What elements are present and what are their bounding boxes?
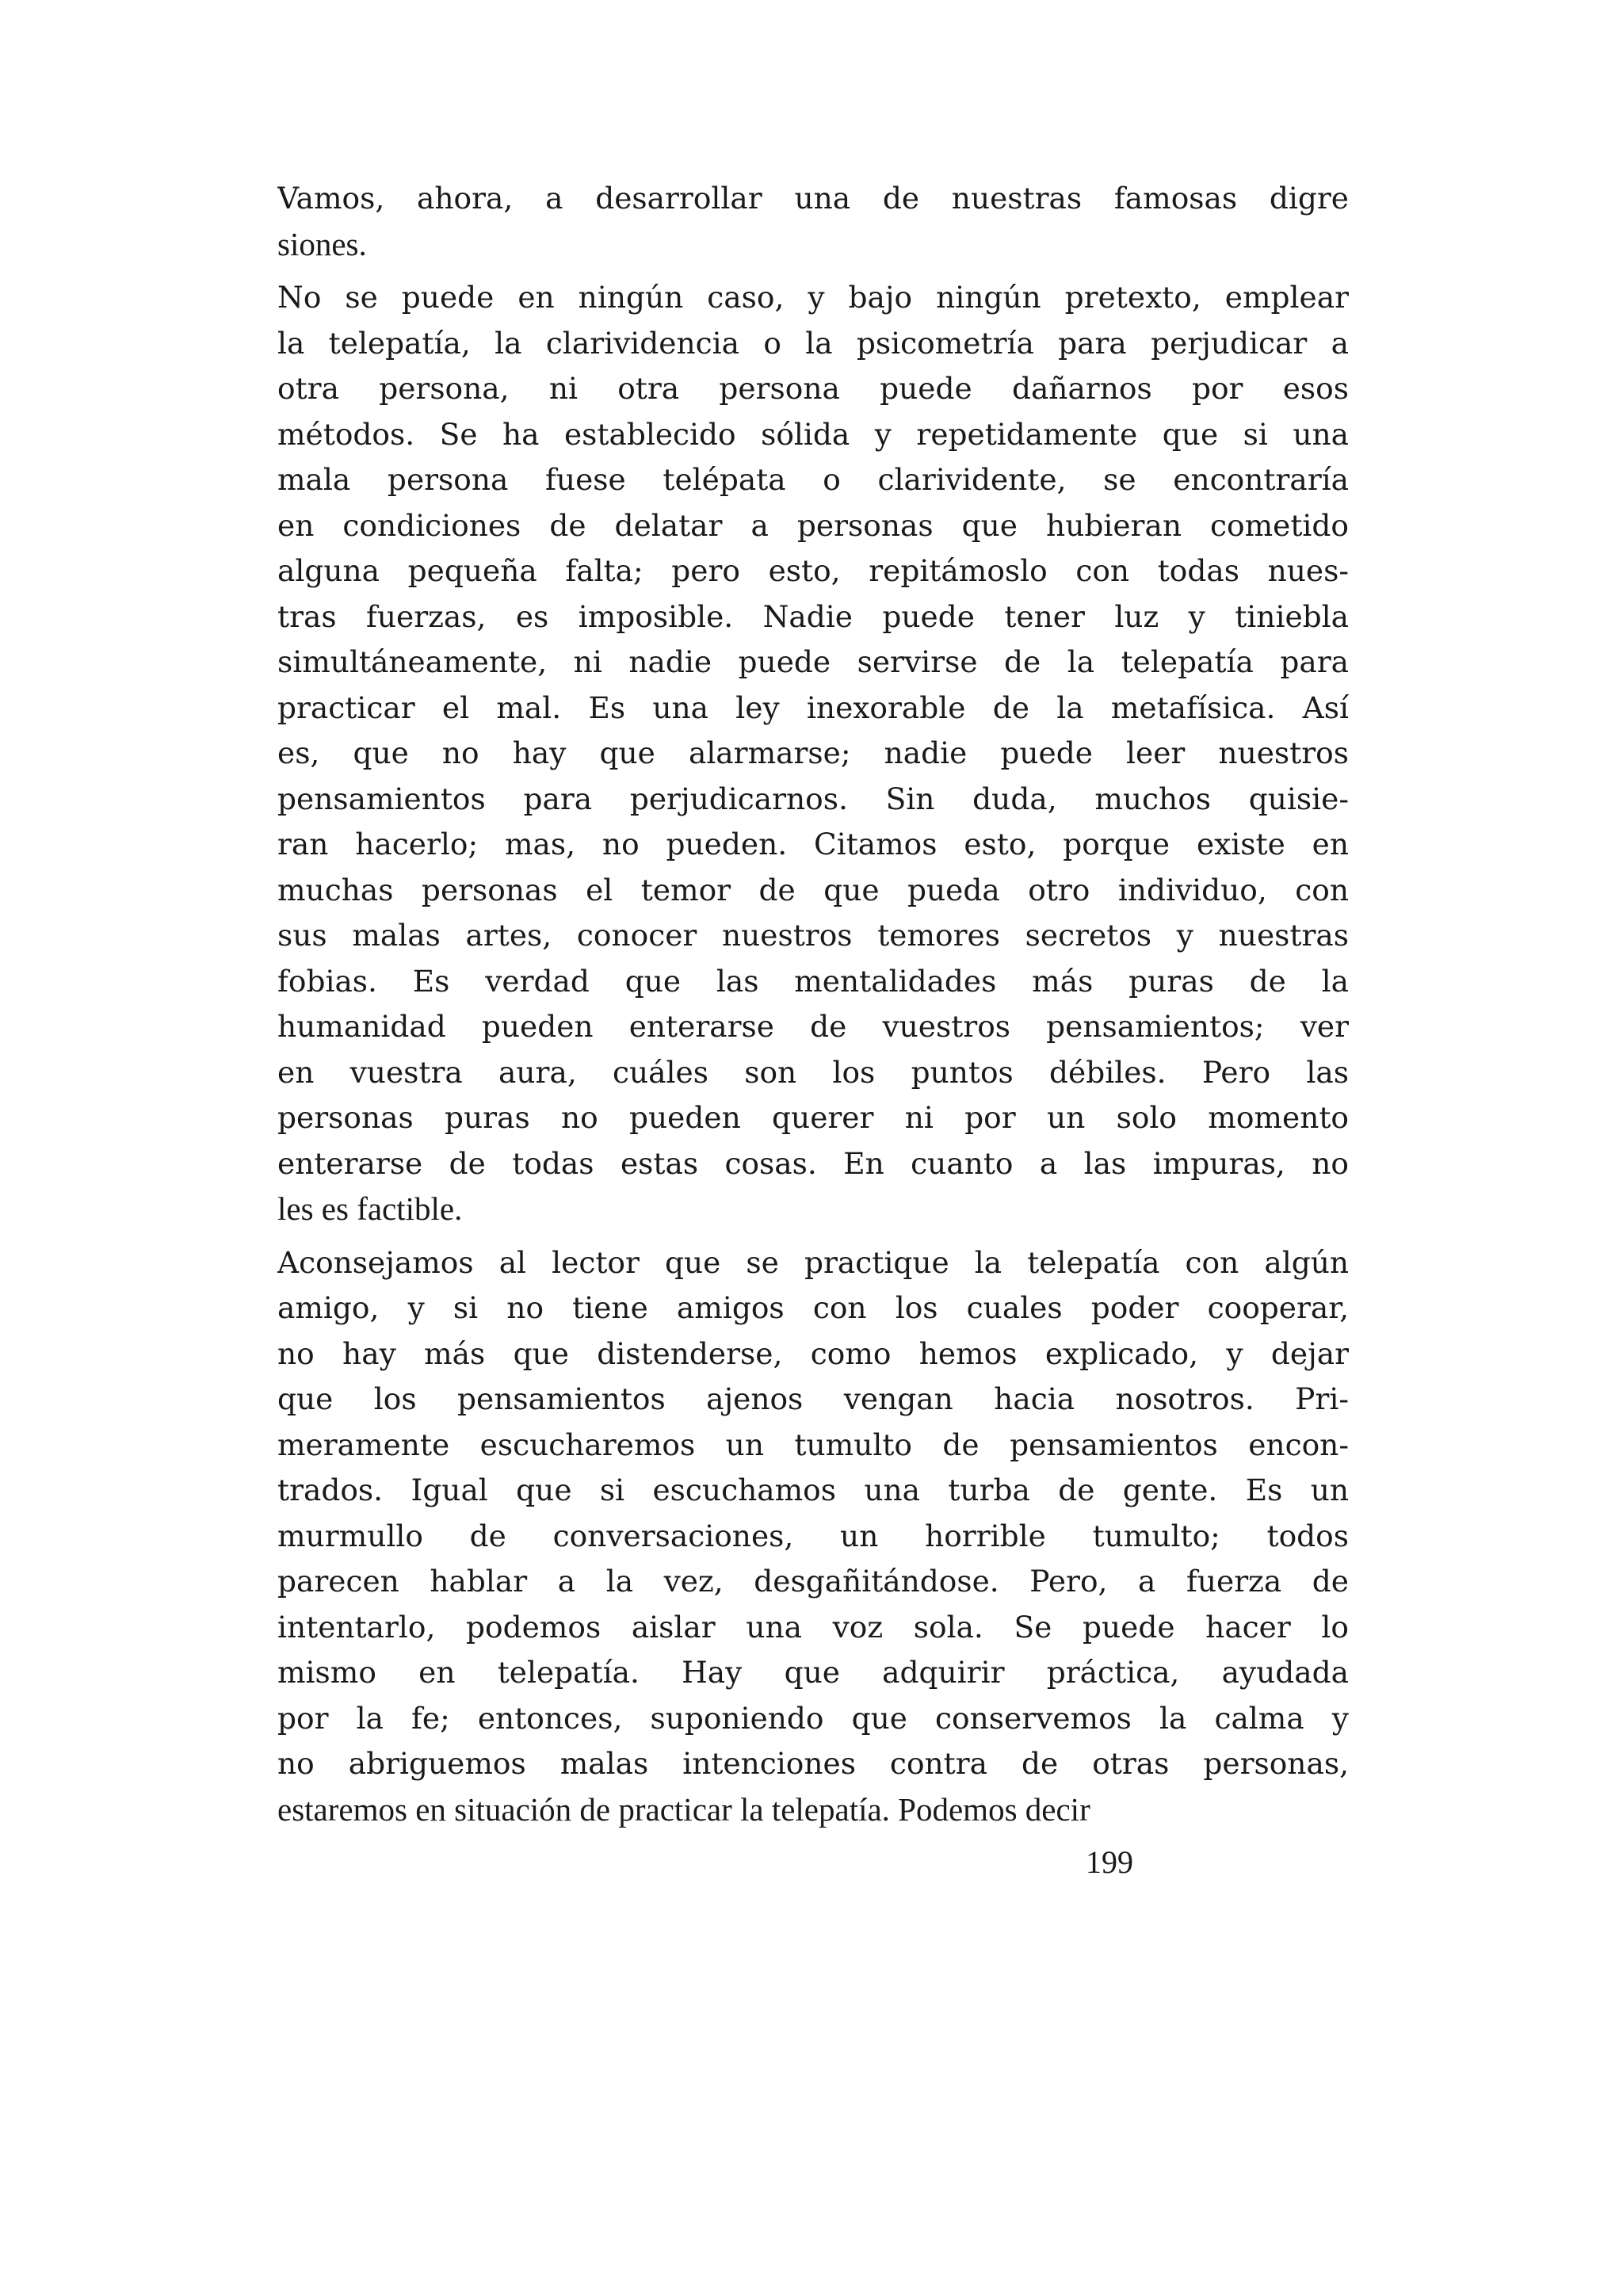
- text-line: alguna pequeña falta; pero esto, repitámoslo con todas nues-: [277, 553, 1349, 588]
- text-line: parecen hablar a la vez, desgañitándose. Pero, a fuerza de: [277, 1564, 1349, 1599]
- paragraph-2: [277, 275, 1349, 1232]
- text-line: pensamientos para perjudicarnos. Sin duda, muchos quisie-: [277, 781, 1349, 816]
- text-line: simultáneamente, ni nadie puede servirse de la telepatía para: [277, 644, 1349, 679]
- text-line: mismo en telepatía. Hay que adquirir práctica, ayudada: [277, 1655, 1349, 1690]
- paragraph-gap: [277, 1232, 1349, 1240]
- text-line: en vuestra aura, cuáles son los puntos débiles. Pero las: [277, 1054, 1349, 1090]
- text-line: enterarse de todas estas cosas. En cuanto a las impuras, no: [277, 1145, 1349, 1181]
- text-line: siones.: [277, 225, 367, 262]
- text-line: personas puras no pueden querer ni por un solo momento: [277, 1100, 1349, 1135]
- text-line: Vamos, ahora, a desarrollar una de nuestras famosas digre: [277, 181, 1349, 216]
- text-line: intentarlo, podemos aislar una voz sola. Se puede hacer lo: [277, 1609, 1349, 1645]
- body-text: [277, 176, 1349, 1832]
- text-line: que los pensamientos ajenos vengan hacia nosotros. Pri-: [277, 1381, 1349, 1416]
- text-line: métodos. Se ha establecido sólida y repetidamente que si una: [277, 416, 1349, 452]
- text-line: meramente escucharemos un tumulto de pensamientos encon-: [277, 1427, 1349, 1462]
- text-line: la telepatía, la clarividencia o la psicometría para perjudicar a: [277, 325, 1349, 361]
- text-line: humanidad pueden enterarse de vuestros pensamientos; ver: [277, 1009, 1349, 1044]
- text-line: no abriguemos malas intenciones contra de otras personas,: [277, 1746, 1349, 1781]
- text-line: en condiciones de delatar a personas que hubieran cometido: [277, 507, 1349, 543]
- text-line: murmullo de conversaciones, un horrible tumulto; todos: [277, 1518, 1349, 1553]
- text-line: fobias. Es verdad que las mentalidades más puras de la: [277, 963, 1349, 999]
- text-line: es, que no hay que alarmarse; nadie puede leer nuestros: [277, 735, 1349, 770]
- text-line: sus malas artes, conocer nuestros temores secretos y nuestras: [277, 918, 1349, 953]
- text-line: amigo, y si no tiene amigos con los cuales poder cooperar,: [277, 1290, 1349, 1325]
- text-line: por la fe; entonces, suponiendo que conservemos la calma y: [277, 1700, 1349, 1736]
- text-line: practicar el mal. Es una ley inexorable de la metafísica. Así: [277, 690, 1349, 725]
- text-line: trados. Igual que si escuchamos una turba de gente. Es un: [277, 1473, 1349, 1507]
- text-line: muchas personas el temor de que pueda otro individuo, con: [277, 872, 1349, 907]
- text-line: ran hacerlo; mas, no pueden. Citamos esto, porque existe en: [277, 827, 1349, 861]
- text-line: tras fuerzas, es imposible. Nadie puede tener luz y tiniebla: [277, 598, 1349, 634]
- page-number: 199: [1086, 1844, 1133, 1880]
- text-line: mala persona fuese telépata o clarividente, se encontraría: [277, 462, 1349, 497]
- paragraph-3: [277, 1240, 1349, 1833]
- text-line: otra persona, ni otra persona puede dañarnos por esos: [277, 371, 1349, 406]
- text-line: no hay más que distenderse, como hemos explicado, y dejar: [277, 1335, 1349, 1371]
- paragraph-gap: [277, 267, 1349, 275]
- text-line: Aconsejamos al lector que se practique la telepatía con algún: [277, 1244, 1349, 1280]
- text-line: les es factible.: [277, 1190, 463, 1227]
- paragraph-1: [277, 176, 1349, 267]
- text-line: estaremos en situación de practicar la telepatía. Podemos decir: [277, 1790, 1090, 1828]
- text-line: No se puede en ningún caso, y bajo ningún pretexto, emplear: [277, 280, 1349, 315]
